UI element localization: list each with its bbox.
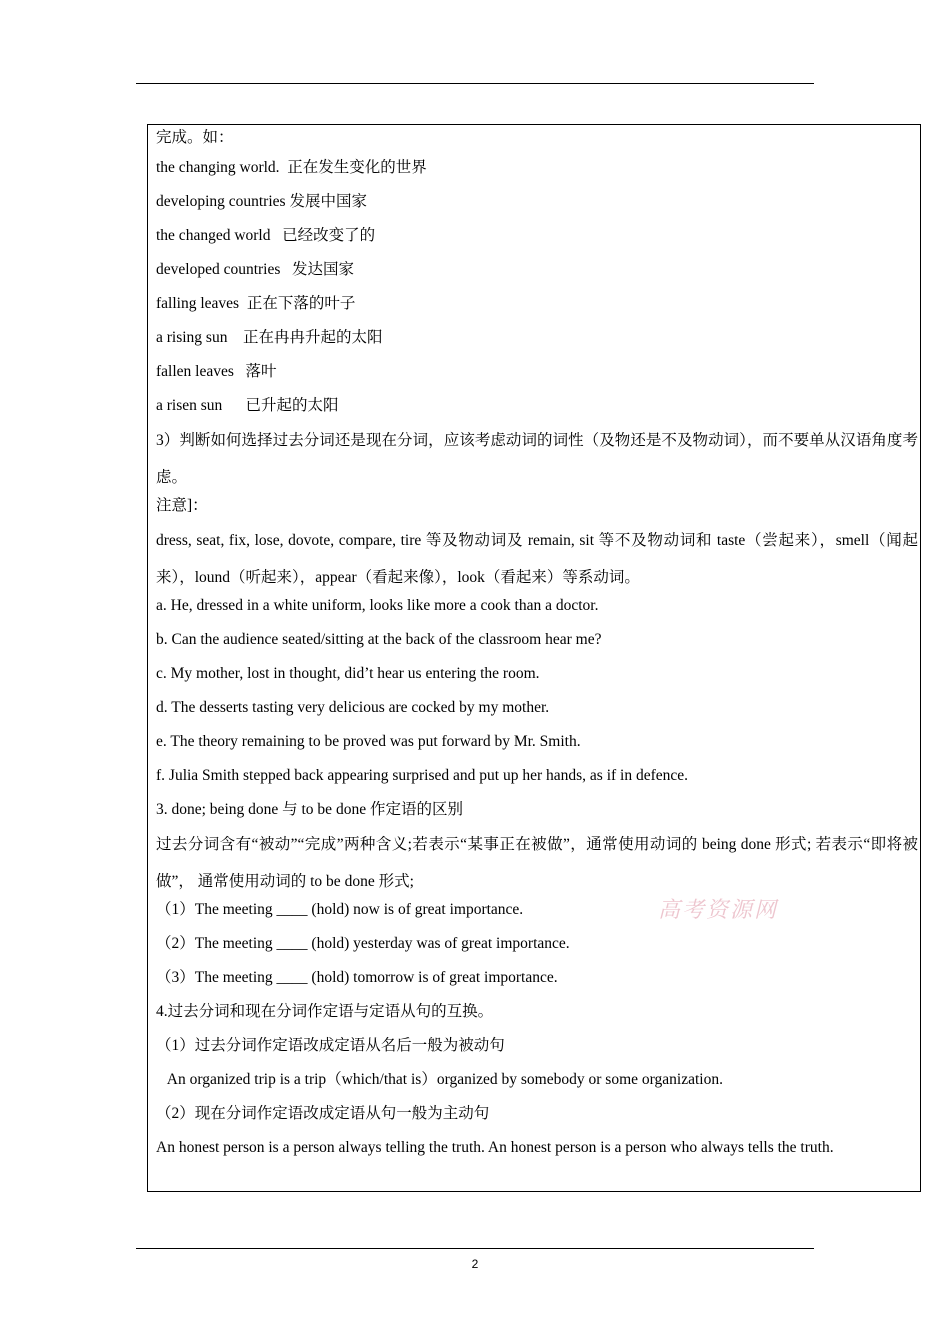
text-line: developed countries 发达国家 [156,261,355,278]
text-line: a risen sun 已升起的太阳 [156,397,339,414]
text-line: f. Julia Smith stepped back appearing surprised and put up her hands, as if in defence. [156,767,689,784]
section-heading: 4.过去分词和现在分词作定语与定语从句的互换。 [156,1003,494,1020]
content-box [147,124,921,1192]
text-line: e. The theory remaining to be proved was put forward by Mr. Smith. [156,733,581,750]
text-line: fallen leaves 落叶 [156,363,277,380]
text-line: b. Can the audience seated/sitting at the back of the classroom hear me? [156,631,602,648]
text-paragraph: dress, seat, fix, lose, dovote, compare, tire 等及物动词及 remain, sit 等不及物动词和 taste（尝起来），smell（闻起来），lound（听起来），appear（看起来像），look（看起来）等系动词。 [156,532,918,586]
header-rule [136,83,814,84]
text-line: c. My mother, lost in thought, did’t hear us entering the room. [156,665,540,682]
text-line: An organized trip is a trip（which/that is）organized by somebody or some organization. [156,1071,723,1088]
text-line: the changing world. 正在发生变化的世界 [156,159,427,176]
text-line: 完成。如： [156,129,234,146]
text-paragraph: 3）判断如何选择过去分词还是现在分词，应该考虑动词的词性（及物还是不及物动词），而不要单从汉语角度考虑。 [156,432,918,486]
text-line: （2）现在分词作定语改成定语从句一般为主动句 [156,1105,490,1122]
content-body [156,125,918,1169]
text-line: An honest person is a person always telling the truth. An honest person is a person who always tells the truth. [156,1139,834,1156]
text-line: developing countries 发展中国家 [156,193,367,210]
text-line: falling leaves 正在下落的叶子 [156,295,356,312]
section-heading: 3. done; being done 与 to be done 作定语的区别 [156,801,463,818]
text-line: the changed world 已经改变了的 [156,227,376,244]
text-line: a rising sun 正在冉冉升起的太阳 [156,329,383,346]
text-line: 注意]： [156,497,208,514]
exercise-line: （2）The meeting ____ (hold) yesterday was of great importance. [156,935,570,952]
exercise-line: （1）The meeting ____ (hold) now is of great importance. [156,901,524,918]
text-line: d. The desserts tasting very delicious are cocked by my mother. [156,699,550,716]
text-line: （1）过去分词作定语改成定语从名后一般为被动句 [156,1037,505,1054]
text-line: a. He, dressed in a white uniform, looks like more a cook than a doctor. [156,597,599,614]
exercise-line: （3）The meeting ____ (hold) tomorrow is of great importance. [156,969,558,986]
watermark: 高考资源网 [658,898,779,923]
text-paragraph: 过去分词含有“被动”“完成”两种含义;若表示“某事正在被做”，通常使用动词的 being done 形式; 若表示“即将被做”， 通常使用动词的 to be done 形式; [156,836,918,890]
footer-rule [136,1248,814,1249]
page-number: 2 [471,1257,479,1271]
